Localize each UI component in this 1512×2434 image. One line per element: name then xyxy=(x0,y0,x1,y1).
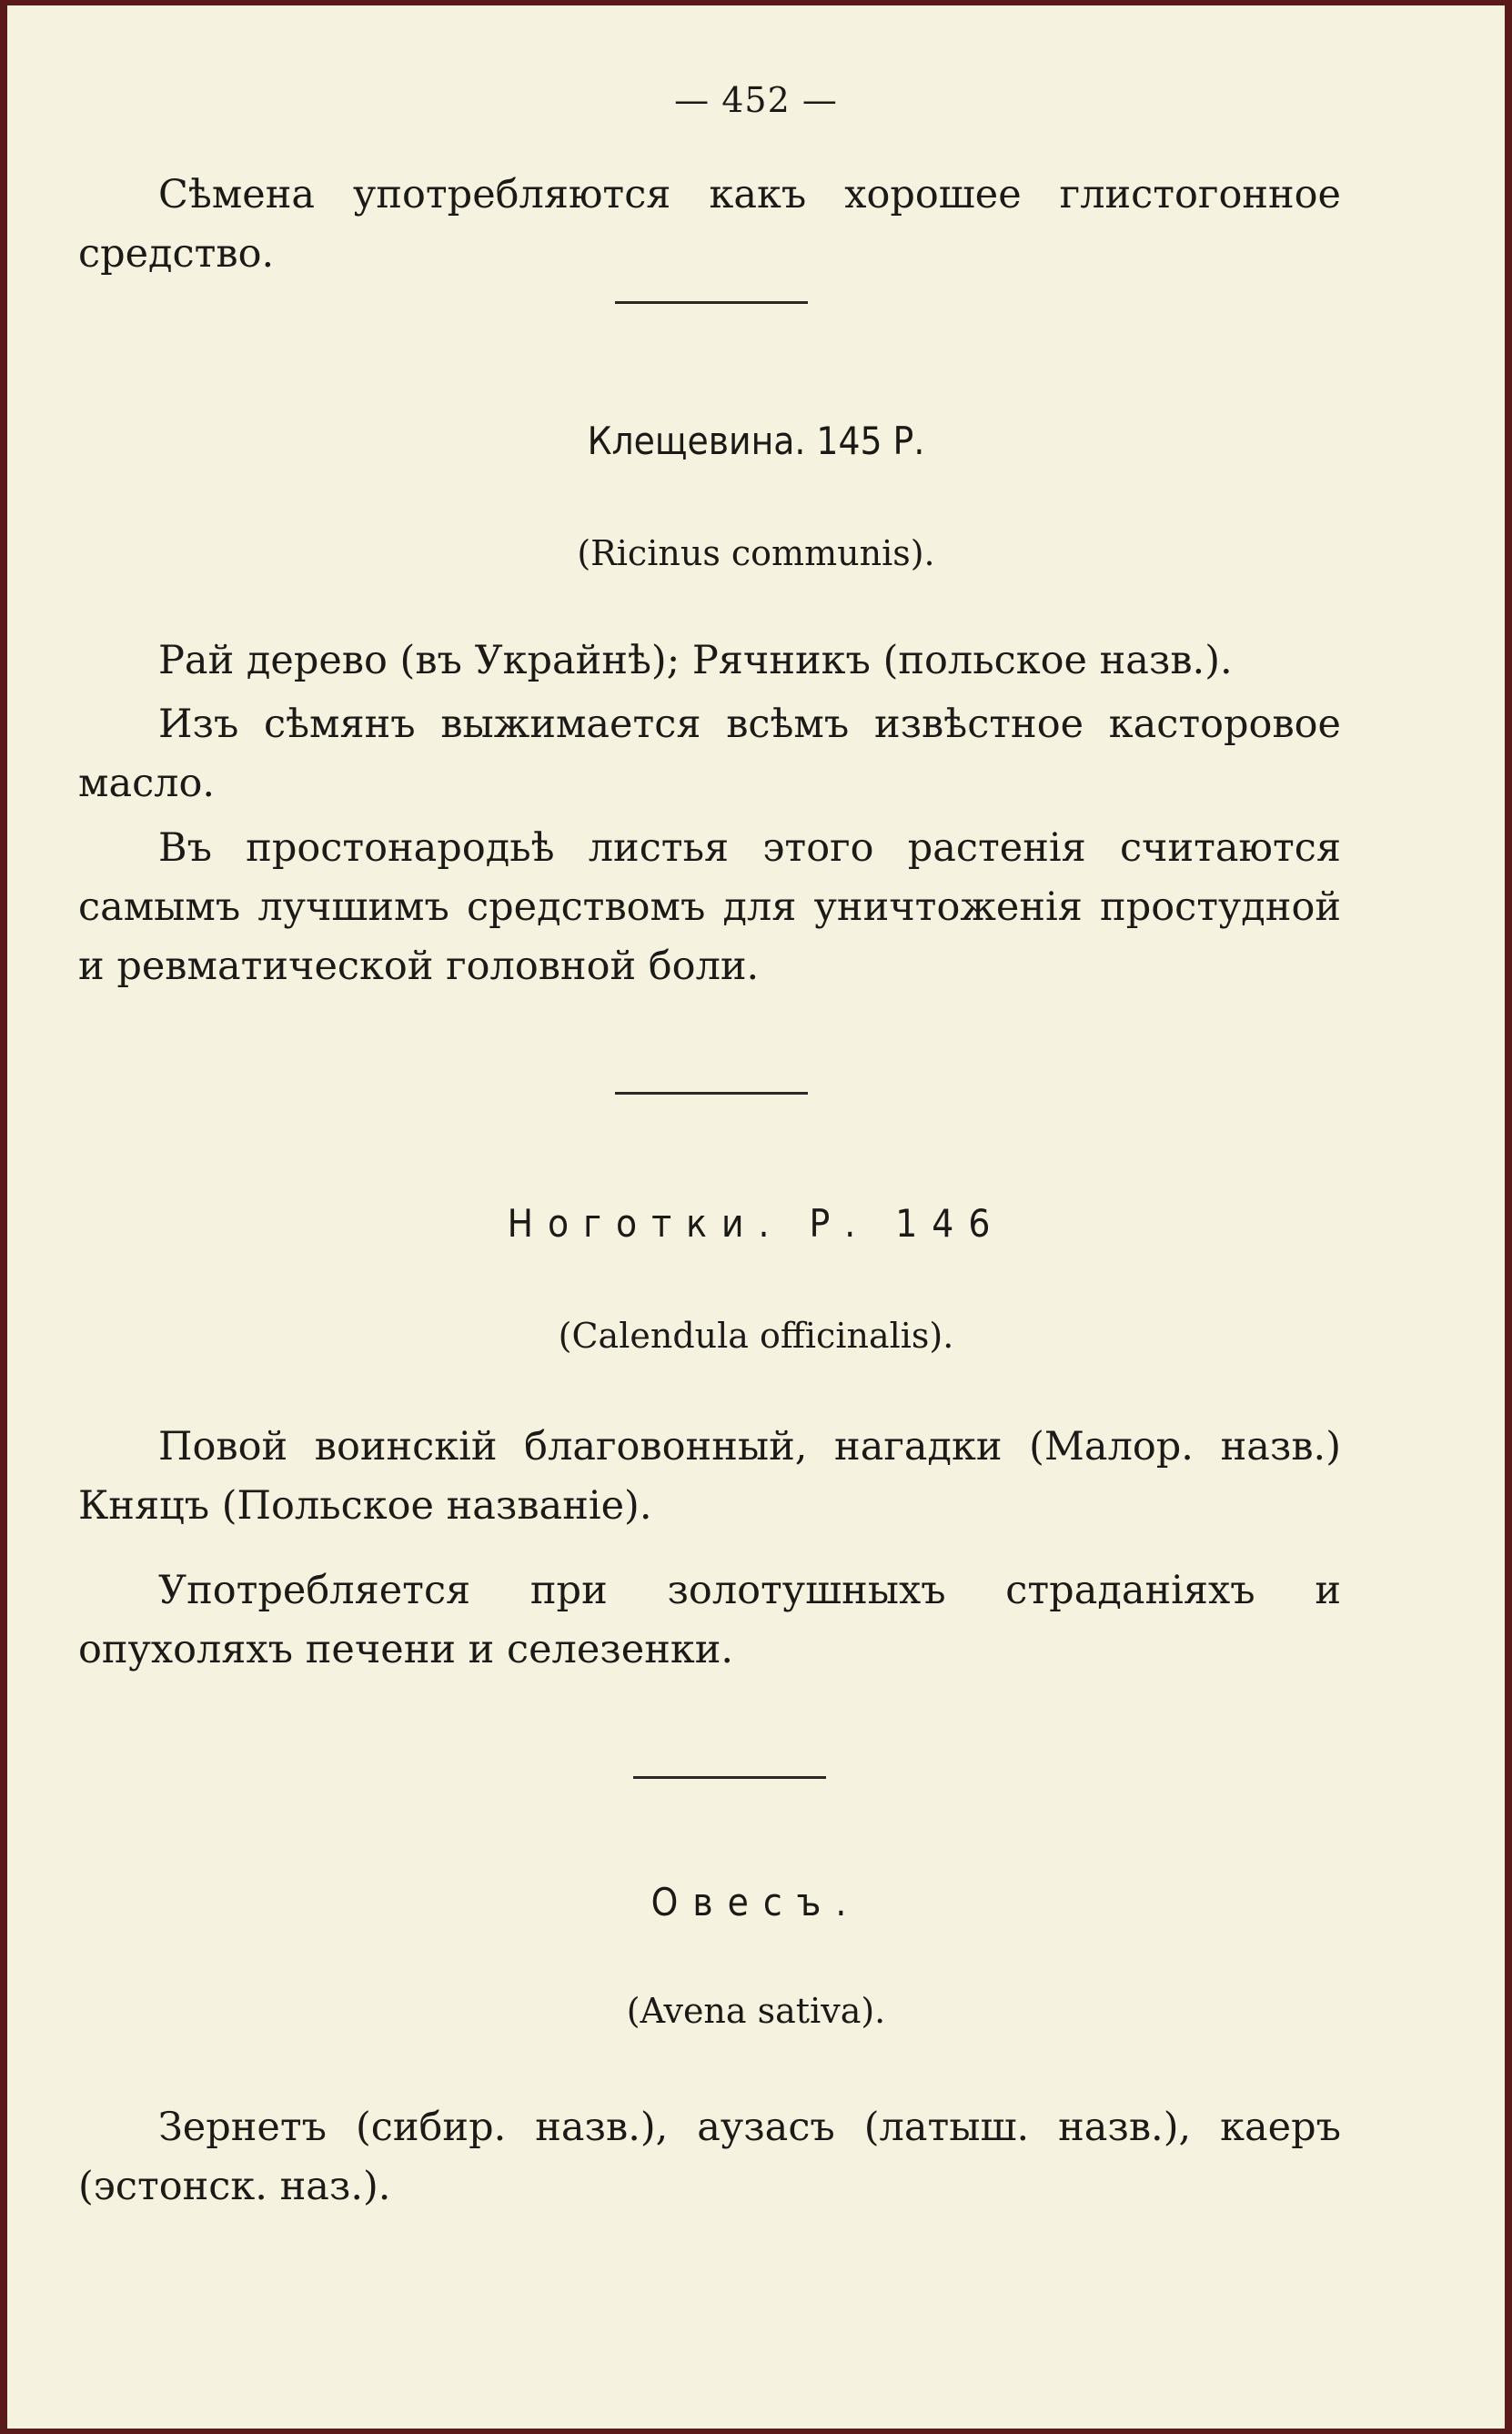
section-divider xyxy=(633,1776,826,1779)
entry-title: Ноготки. Р. 146 xyxy=(507,1201,1005,1246)
book-page xyxy=(7,5,1505,2429)
entry-latin-name: (Avena sativa). xyxy=(626,1991,886,2031)
entry-paragraph: Употребляется при золотушныхъ страданіяхъ и опухоляхъ печени и селезенки. xyxy=(78,1568,1341,1672)
entry-latin-name: (Calendula officinalis). xyxy=(558,1316,954,1356)
section-divider xyxy=(615,301,808,304)
entry-paragraph: Повой воинскій благовонный, нагадки (Малор. назв.) Княцъ (Польское названіе). xyxy=(78,1424,1341,1529)
entry-title: Клещевина. 145 Р. xyxy=(587,419,925,463)
intro-paragraph: Сѣмена употребляются какъ хорошее глистогонное средство. xyxy=(78,172,1341,277)
section-divider xyxy=(615,1092,808,1095)
entry-latin-name: (Ricinus communis). xyxy=(577,533,935,573)
entry-title: Овесъ. xyxy=(650,1880,862,1924)
entry-paragraph: Въ простонародьѣ листья этого растенія считаются самымъ лучшимъ средствомъ для уничтоженія простудной и ревматической головной боли. xyxy=(78,825,1341,989)
entry-paragraph: Изъ сѣмянъ выжимается всѣмъ извѣстное касторовое масло. xyxy=(78,702,1341,806)
entry-paragraph: Зернетъ (сибир. назв.), аузасъ (латыш. назв.), каеръ (эстонск. наз.). xyxy=(78,2105,1341,2209)
entry-paragraph: Рай дерево (въ Украйнѣ); Рячникъ (польское назв.). xyxy=(158,638,1233,683)
page-number: — 452 — xyxy=(674,80,838,120)
